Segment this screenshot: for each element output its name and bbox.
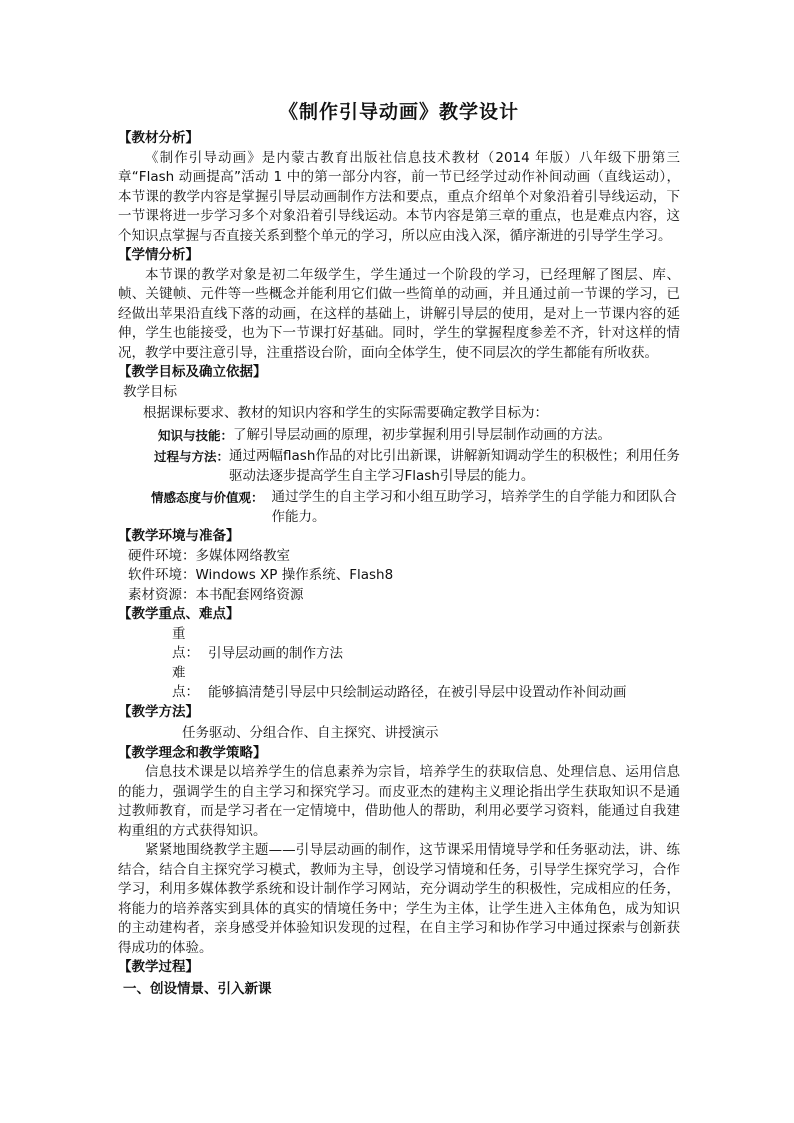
section-environment	[118, 527, 680, 605]
keypoint-focus	[172, 625, 680, 664]
section-students	[118, 246, 680, 363]
document-title: 《制作引导动画》教学设计	[278, 101, 519, 123]
philosophy-paragraph-2: 紧紧地围绕教学主题——引导层动画的制作，这节课采用情境导学和任务驱动法，讲、练结合，结合自主探究学习模式，教师为主导，创设学习情境和任务，引导学生探究学习，合作学习，利用多媒体教学系统和设计制作学习网站，充分调动学生的积极性，完成相应的任务，将能力的培养落实到具体的真实的情境任务中；学生为主体，让学生进入主体角色，成为知识的主动建构者，亲身感受并体验知识发现的过程，在自主学习和协作学习中通过探索与创新获得成功的体验。	[118, 842, 680, 956]
env-hardware: 硬件环境：多媒体网络教室	[128, 547, 290, 564]
methods-text: 任务驱动、分组合作、自主探究、讲授演示	[182, 725, 439, 741]
section-heading-philosophy: 【教学理念和教学策略】	[118, 744, 267, 761]
goal-knowledge	[118, 426, 680, 446]
goal-knowledge-label: 知识与技能：	[158, 427, 234, 443]
section-goals	[118, 363, 680, 527]
keypoint-difficulty-tag: 难点：	[172, 664, 199, 700]
section-heading-students: 【学情分析】	[118, 247, 199, 263]
section-process	[118, 958, 680, 999]
keypoint-focus-text: 引导层动画的制作方法	[208, 645, 343, 661]
document-page	[118, 100, 680, 999]
goal-process-text: 通过两幅flash作品的对比引出新课，讲解新知调动学生的积极性；利用任务驱动法逐步提高学生自主学习Flash引导层的能力。	[229, 448, 680, 484]
goals-subheading: 教学目标	[123, 383, 177, 400]
goal-process-label: 过程与方法：	[154, 449, 230, 464]
section-heading-material: 【教材分析】	[118, 130, 199, 146]
env-resources: 素材资源：本书配套网络资源	[128, 586, 304, 603]
students-paragraph: 本节课的教学对象是初二年级学生，学生通过一个阶段的学习，已经理解了图层、库、帧、关键帧、元件等一些概念并能利用它们做一些简单的动画，并且通过前一节课的学习，已经做出苹果沿直线下落的动画，在这样的基础上，讲解引导层的使用，是对上一节课内容的延伸，学生也能接受，也为下一节课打好基础。同时，学生的掌握程度参差不齐，针对这样的情况，教学中要注意引导，注重搭设台阶，面向全体学生，使不同层次的学生都能有所收获。	[118, 266, 680, 361]
section-material	[118, 129, 680, 246]
keypoint-focus-tag: 重点：	[172, 625, 199, 661]
goal-process	[118, 447, 680, 486]
section-heading-environment: 【教学环境与准备】	[118, 528, 240, 544]
philosophy-paragraph-1: 信息技术课是以培养学生的信息素养为宗旨，培养学生的获取信息、处理信息、运用信息的能力，强调学生的自主学习和探究学习。而皮亚杰的建构主义理论指出学生获取知识不是通过教师教育，而是学习者在一定情境中，借助他人的帮助，利用必要学习资料，能通过自我建构重组的方式获得知识。	[118, 764, 680, 839]
goal-emotion-text: 通过学生的自主学习和小组互助学习，培养学生的自学能力和团队合作能力。	[271, 489, 677, 525]
section-heading-process: 【教学过程】	[118, 959, 199, 975]
keypoint-difficulty-text: 能够搞清楚引导层中只绘制运动路径，在被引导层中设置动作补间动画	[208, 684, 627, 700]
goal-knowledge-text: 了解引导层动画的原理，初步掌握利用引导层制作动画的方法。	[233, 426, 612, 443]
env-software: 软件环境：Windows XP 操作系统、Flash8	[128, 567, 394, 583]
goal-emotion-label: 情感态度与价值观：	[151, 490, 264, 505]
material-paragraph: 《制作引导动画》是内蒙古教育出版社信息技术教材（2014 年版）八年级下册第三章“Flash 动画提高”活动 1 中的第一部分内容，前一节已经学过动作补间动画（直线运动），本节课的教学内容是掌握引导层动画制作方法和要点，重点介绍单个对象沿着引导线运动，下一节课将进一步学习多个对象沿着引导线运动。本节内容是第三章的重点，也是难点内容，这个知识点掌握与否直接关系到整个单元的学习，所以应由浅入深，循序渐进的引导学生学习。	[118, 149, 680, 244]
section-heading-keypoints: 【教学重点、难点】	[118, 606, 240, 622]
goal-emotion	[118, 488, 680, 527]
section-heading-goals: 【教学目标及确立依据】	[118, 364, 267, 380]
section-philosophy	[118, 744, 680, 959]
keypoint-difficulty	[172, 664, 680, 703]
section-keypoints	[118, 605, 680, 703]
section-heading-methods: 【教学方法】	[118, 703, 199, 720]
goals-basis: 根据课标要求、教材的知识内容和学生的实际需要确定教学目标为：	[143, 405, 548, 421]
section-methods	[118, 703, 680, 744]
process-step-1: 一、创设情景、引入新课	[123, 980, 272, 997]
